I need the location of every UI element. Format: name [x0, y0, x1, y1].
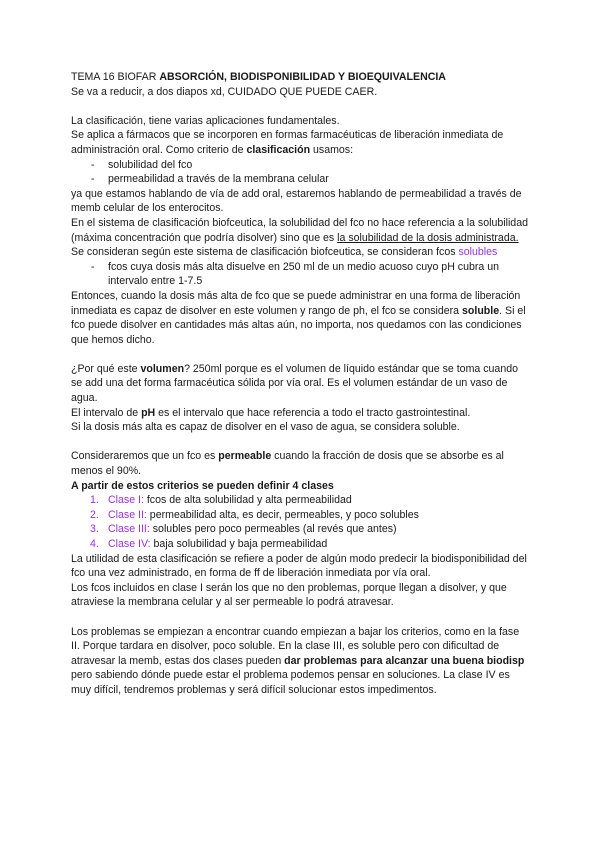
title-bold: ABSORCIÓN, BIODISPONIBILIDAD Y BIOEQUIVALENCIA [159, 71, 446, 83]
paragraph: El intervalo de pH es el intervalo que hace referencia a todo el tracto gastrointestinal. [71, 406, 471, 419]
paragraph: Si la dosis más alta es capaz de disolver en el vaso de agua, se considera soluble. [71, 421, 460, 434]
criteria-list [71, 158, 530, 187]
clasificacion-intro: La clasificación, tiene varias aplicaciones fundamentales. [71, 114, 340, 127]
list-item: - permeabilidad a través de la membrana celular [71, 172, 530, 187]
paragraph: En el sistema de clasificación biofceutica, la solubilidad del fco no hace referencia a la solubilidad (máxima concentración que podría disolver) sino que es la solubilidad de la dosis administrada. [71, 216, 528, 244]
paragraph: Los fcos incluidos en clase I serán los que no den problemas, porque llegan a disolver, y que atraviese la membrana celular y al ser permeable lo podrá atravesar. [71, 581, 507, 609]
soluble-list [71, 260, 530, 289]
list-item: - fcos cuya dosis más alta disuelve en 250 ml de un medio acuoso cuyo pH cubra un intervalo entre 1-7.5 [71, 260, 530, 289]
list-item: 4. Clase IV: baja solubilidad y baja permeabilidad [90, 538, 328, 550]
section-heading: A partir de estos criterios se pueden definir 4 clases [71, 479, 334, 492]
paragraph: ya que estamos hablando de vía de add oral, estaremos hablando de permeabilidad a través de memb celular de los enterocitos. [71, 187, 522, 215]
paragraph: Se consideran según este sistema de clasificación biofceutica, se consideran fcos solubles [71, 246, 498, 259]
title-prefix: TEMA 16 BIOFAR [71, 71, 160, 83]
list-item: - solubilidad del fco [71, 158, 530, 173]
paragraph: ¿Por qué este volumen? 250ml porque es el volumen de líquido estándar que se toma cuando se add una det forma farmacéutica sólida por vía oral. Es el volumen estándar de un vaso de agua. [71, 362, 518, 405]
subtitle: Se va a reducir, a dos diapos xd, CUIDADO QUE PUEDE CAER. [71, 85, 378, 98]
document-title [71, 70, 530, 85]
list-item: 1. Clase I: fcos de alta solubilidad y alta permeabilidad [90, 494, 352, 507]
paragraph: Consideraremos que un fco es permeable cuando la fracción de dosis que se absorbe es al menos el 90%. [71, 450, 504, 478]
classes-list [71, 493, 530, 551]
paragraph: Entonces, cuando la dosis más alta de fco que se puede administrar en una forma de liberación inmediata es capaz de disolver en este volumen y rango de ph, el fco se considera soluble. Si el fco puede disolver en cantidades más altas aún, no importa, nos quedamos con las condiciones que hemos dicho. [71, 289, 526, 346]
paragraph: Los problemas se empiezan a encontrar cuando empiezan a bajar los criterios, como en la fase II. Porque tardara en disolver, poco soluble. En la clase III, es soluble pero con dificultad de atravesar la memb, estas dos clases pueden dar problemas para alcanzar una buena biodisp pero sabiendo dónde puede estar el problema podemos pensar en soluciones. La clase IV es muy difícil, tendremos problemas y será difícil solucionar estos impedimentos. [71, 625, 525, 696]
clasificacion-criteria-intro: Se aplica a fármacos que se incorporen en formas farmacéuticas de liberación inmediata de administración oral. Como criterio de clasificación usamos: [71, 129, 504, 156]
list-item: 3. Clase III: solubles pero poco permeables (al revés que antes) [90, 523, 397, 536]
list-item: 2. Clase II: permeabilidad alta, es decir, permeables, y poco solubles [90, 508, 419, 521]
paragraph: La utilidad de esta clasificación se refiere a poder de algún modo predecir la biodisponibilidad del fco una vez administrado, en forma de ff de liberación inmediata por vía oral. [71, 552, 527, 580]
